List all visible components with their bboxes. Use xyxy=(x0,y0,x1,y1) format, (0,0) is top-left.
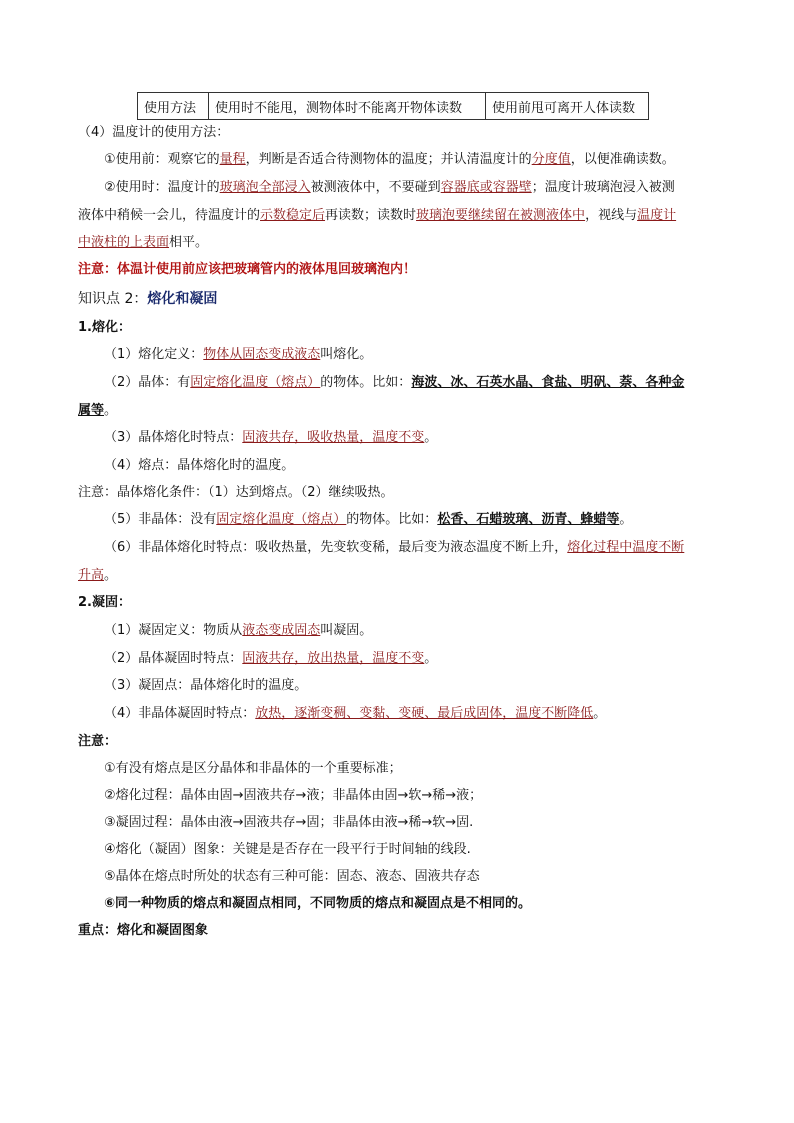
text-span: 被测液体中，不要碰到 xyxy=(310,180,441,195)
highlight-amorphous-solid: 放热，逐渐变稠、变黏、变硬、最后成固体，温度不断降低 xyxy=(255,706,594,721)
notes-heading: 注意： xyxy=(78,734,118,749)
highlight-no-melting-point: 固定熔化温度（熔点） xyxy=(216,512,347,527)
note-item-5: ⑤晶体在熔点时所处的状态有三种可能：固态、液态、固液共存态 xyxy=(104,869,480,884)
text-span: ②使用时：温度计的 xyxy=(104,180,220,195)
text-span: （5）非晶体：没有 xyxy=(104,512,217,527)
highlight-surface-a: 温度计 xyxy=(637,208,677,223)
note-item-6: ⑥同一种物质的熔点和凝固点相同，不同物质的熔点和凝固点是不相同的。 xyxy=(104,896,532,911)
freezing-point-definition: （3）凝固点：晶体熔化时的温度。 xyxy=(104,678,308,693)
text-span: 。 xyxy=(619,512,633,527)
text-span: 。 xyxy=(424,651,438,666)
highlight-immerse: 玻璃泡全部浸入 xyxy=(219,180,311,195)
highlight-stable: 示数稳定后 xyxy=(260,208,326,223)
knowledge-point-heading xyxy=(78,290,217,308)
knowledge-point-label: 知识点 2： xyxy=(78,291,148,307)
note-item-1: ①有没有熔点是区分晶体和非晶体的一个重要标准； xyxy=(104,761,402,776)
text-span: （4）非晶体凝固时特点： xyxy=(104,706,256,721)
amorphous-solidification-feature xyxy=(104,705,606,723)
thermometer-comparison-table xyxy=(137,92,649,120)
text-span: ，以便准确读数。 xyxy=(570,152,675,167)
melting-point-definition: （4）熔点：晶体熔化时的温度。 xyxy=(104,458,295,473)
solidification-definition xyxy=(104,622,372,640)
table-cell-body-thermometer: 使用前甩可离开人体读数 xyxy=(486,93,649,120)
crystal-line2 xyxy=(78,402,117,420)
amorphous-melting-line1 xyxy=(104,539,684,557)
highlight-crystal-feature: 固液共存，吸收热量，温度不变 xyxy=(242,430,425,445)
text-span: 。 xyxy=(104,568,118,583)
highlight-solid-feature: 固液共存，放出热量，温度不变 xyxy=(242,651,425,666)
table-cell-thermometer: 使用时不能甩，测物体时不能离开物体读数 xyxy=(209,93,486,120)
crystal-examples: 海波、冰、石英水晶、食盐、明矾、萘、各种金 xyxy=(411,375,685,390)
usage-before-paragraph xyxy=(104,151,675,169)
melting-condition-note: 注意：晶体熔化条件：（1）达到熔点。（2）继续吸热。 xyxy=(78,485,394,500)
highlight-temp-rise-a: 熔化过程中温度不断 xyxy=(567,540,685,555)
note-item-3: ③凝固过程：晶体由液→固液共存→固；非晶体由液→稀→软→固. xyxy=(104,815,474,830)
highlight-range: 量程 xyxy=(219,152,246,167)
text-span: （1）凝固定义：物质从 xyxy=(104,623,243,638)
highlight-container: 容器底或容器壁 xyxy=(440,180,532,195)
text-span: 液体中稍候一会儿，待温度计的 xyxy=(78,208,261,223)
text-span: ①使用前：观察它的 xyxy=(104,152,220,167)
knowledge-point-title: 熔化和凝固 xyxy=(147,291,218,307)
text-span: （2）晶体：有 xyxy=(104,375,191,390)
text-span: （3）晶体熔化时特点： xyxy=(104,430,243,445)
text-span: （6）非晶体熔化时特点：吸收热量，先变软变稀，最后变为液态温度不断上升， xyxy=(104,540,568,555)
highlight-surface-b: 中液柱的上表面 xyxy=(78,235,170,250)
text-span: （2）晶体凝固时特点： xyxy=(104,651,243,666)
amorphous-examples: 松香、石蜡玻璃、沥青、蜂蜡等 xyxy=(437,512,620,527)
solidification-heading: 2.凝固： xyxy=(78,595,131,610)
melting-heading: 1.熔化： xyxy=(78,320,131,335)
highlight-melting-def: 物体从固态变成液态 xyxy=(203,347,321,362)
table-cell-label: 使用方法 xyxy=(138,93,209,120)
text-span: 。 xyxy=(104,403,118,418)
text-span: 。 xyxy=(424,430,438,445)
highlight-temp-rise-b: 升高 xyxy=(78,568,105,583)
text-span: 叫凝固。 xyxy=(320,623,373,638)
text-span: 。 xyxy=(593,706,607,721)
note-item-4: ④熔化（凝固）图象：关键是是否存在一段平行于时间轴的线段. xyxy=(104,842,471,857)
crystal-examples-end: 属等 xyxy=(78,403,105,418)
text-span: ，判断是否适合待测物体的温度；并认清温度计的 xyxy=(245,152,532,167)
highlight-division: 分度值 xyxy=(531,152,571,167)
highlight-stay: 玻璃泡要继续留在被测液体中 xyxy=(416,208,586,223)
melting-definition xyxy=(104,346,372,364)
key-point xyxy=(78,922,208,940)
text-span: 的物体。比如： xyxy=(320,375,412,390)
text-span: ，视线与 xyxy=(585,208,638,223)
table-row xyxy=(138,93,649,120)
highlight-melting-point: 固定熔化温度（熔点） xyxy=(190,375,321,390)
text-span: 的物体。比如： xyxy=(346,512,438,527)
usage-during-paragraph-line1 xyxy=(104,179,675,197)
text-span: 相平。 xyxy=(169,235,209,250)
usage-during-paragraph-line2 xyxy=(78,207,676,225)
amorphous-melting-line2 xyxy=(78,567,117,585)
text-span: 叫熔化。 xyxy=(320,347,373,362)
text-span: ；温度计玻璃泡浸入被测 xyxy=(531,180,675,195)
amorphous-definition xyxy=(104,511,632,529)
crystal-solidification-feature xyxy=(104,650,437,668)
crystal-melting-feature xyxy=(104,429,437,447)
fever-thermometer-note: 注意：体温计使用前应该把玻璃管内的液体甩回玻璃泡内！ xyxy=(78,262,417,277)
text-span: （1）熔化定义： xyxy=(104,347,204,362)
usage-heading: （4）温度计的使用方法： xyxy=(78,125,230,140)
highlight-solid-def: 液态变成固态 xyxy=(242,623,321,638)
note-item-2: ②熔化过程：晶体由固→固液共存→液；非晶体由固→软→稀→液； xyxy=(104,788,483,803)
key-point-text: 重点：熔化和凝固图象 xyxy=(78,923,209,938)
crystal-line1 xyxy=(104,374,684,392)
usage-during-paragraph-line3 xyxy=(78,234,208,252)
text-span: 再读数；读数时 xyxy=(325,208,417,223)
